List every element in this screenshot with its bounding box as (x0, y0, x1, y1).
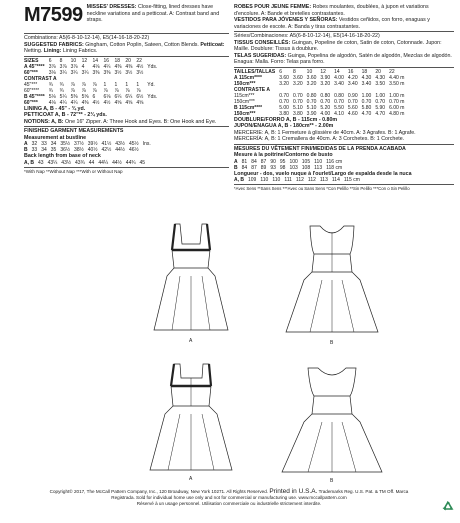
table-cell: 1.00 (361, 92, 372, 99)
table-cell: 36½ (60, 147, 71, 153)
table-cell: 12 (320, 68, 326, 75)
table-cell: 33 (41, 141, 47, 147)
row-label: SIZES (24, 57, 39, 64)
table-cell: 0.70 (347, 98, 358, 105)
table-cell: 110 (260, 177, 269, 183)
table-row (234, 105, 406, 111)
table-cell: 114 (331, 177, 340, 183)
table-cell: 0.70 (361, 98, 372, 105)
english-column (24, 0, 229, 175)
table-cell: 3.50 (375, 80, 386, 87)
table-cell: 35½ (60, 141, 71, 147)
table-cell: 5.20 (320, 104, 331, 111)
yardage-table (24, 58, 159, 106)
table-cell: ⅞ (81, 87, 86, 94)
table-cell: 4¼ (103, 63, 111, 70)
row-label: B 115cm**** (234, 104, 263, 111)
fabrics-label: SUGGESTED FABRICS: (24, 41, 84, 48)
table-cell: 1 (114, 81, 118, 88)
table-cell: ⅞ (125, 87, 130, 94)
table-cell: 3.50 m (389, 80, 405, 87)
table-cell: 98 (279, 164, 286, 171)
table-cell: 5.60 (347, 104, 358, 111)
lining-text: Lining Fabrics. (62, 48, 98, 54)
notions-fr: MERCERIE: A, B: 1 Fermeture à glissière de 40cm. A: 3 Agrafes. B: 1 Agrafe. (234, 129, 416, 136)
table-row (24, 160, 151, 166)
divider (234, 31, 454, 32)
table-cell: 89 (260, 164, 267, 171)
table-cell: 46½ (128, 147, 139, 153)
table-cell: 14 (92, 57, 99, 64)
table-cell: 22 (389, 68, 395, 75)
table-cell: 5¼ (59, 93, 67, 100)
table-cell: 32 (31, 141, 38, 147)
row-label: B 45"**** (24, 93, 45, 100)
table-cell: 3.60 (306, 74, 317, 81)
table-cell: 3.40 (361, 80, 372, 87)
fabrics-es-text: Guinga, Popelina de algodón, Satén de algodón, Mezclas de algodón. Enagua: Malla. Forro: Telas para forro. (234, 52, 452, 65)
table-cell: 84 (251, 158, 257, 165)
table-cell: 0.80 (320, 92, 331, 99)
finished-measurements-fr: MESURES DU VÊTEMENT FINI/MEDIDAS DE LA PRENDA ACABADA (234, 145, 406, 152)
divider (24, 167, 229, 168)
fabrics-fr-text: Guingan, Popeline de coton, Satin de coton, Cotonnade. Jupon: Maille. Doublure: Tissus à doublure. (234, 39, 442, 52)
table-cell: 0.70 (292, 98, 303, 105)
table-cell: 39½ (87, 141, 98, 147)
table-cell: 0.80 (334, 92, 344, 99)
table-cell: 35 (50, 147, 57, 153)
row-label: A, B (24, 159, 34, 166)
table-cell: Ins. (142, 141, 151, 147)
table-cell: 118 cm (326, 164, 343, 171)
table-cell: 81 (241, 158, 248, 165)
table-cell: 3⅞ (59, 63, 67, 70)
table-cell: 108 (301, 164, 311, 171)
notions (24, 119, 229, 126)
table-cell: 6¼ (114, 93, 122, 100)
table-cell: 87 (251, 164, 257, 171)
table-cell (147, 160, 151, 166)
fabrics-es-label: TELAS SUGERIDAS: (234, 52, 287, 59)
table-cell: 112 (295, 177, 304, 183)
table-cell: 43½ (61, 159, 72, 166)
fabrics-text: Gingham, Cotton Poplin, Sateen, Cotton Blends. (85, 41, 199, 48)
fabrics-fr (234, 40, 454, 53)
description-es-title: VESTIDOS PARA JÓVENES Y SEÑORAS: (234, 17, 338, 23)
table-cell: 44¼ (98, 159, 109, 166)
table-cell: 4½ (92, 99, 100, 106)
table-cell: 93 (270, 164, 276, 171)
table-cell: 38½ (74, 147, 84, 153)
table-cell: 100 (289, 158, 298, 165)
table-cell: 3.80 (292, 110, 303, 117)
table-cell: 87 (260, 158, 267, 165)
table-cell: 4⅝ (125, 99, 133, 106)
row-label: TAILLES/TALLAS (234, 68, 276, 75)
sketch-label: B (330, 478, 334, 484)
table-cell: 4¼ (70, 99, 78, 106)
table-cell: 37½ (74, 141, 84, 147)
table-cell: 4⅛ (48, 99, 56, 106)
table-cell: 4⅜ (81, 99, 89, 106)
notions-text: One 16" Zipper. A: Three Hook and Eyes. B: One Hook and Eye. (65, 118, 217, 125)
table-cell: 42½ (101, 147, 112, 153)
table-cell: 4½ (103, 99, 111, 106)
bust-table (24, 141, 153, 153)
table-cell: 3¼ (70, 69, 78, 76)
notions-label: NOTIONS: A, B: (24, 118, 64, 125)
petticoat-yardage: PETTICOAT A, B - 72"** - 2¾ yds. (24, 112, 107, 118)
table-cell: 111 (284, 177, 292, 183)
table-row (234, 177, 362, 183)
table-cell: 5.50 (334, 104, 344, 111)
table-cell: 4.30 (375, 74, 386, 81)
petticoat-label: Petticoat: (200, 41, 225, 48)
table-cell: 5⅝ (81, 93, 89, 100)
table-cell: 3⅛ (48, 69, 56, 76)
lining-yardage: LINING A, B - 45" - ¾ yd. (24, 105, 86, 112)
table-cell: 5.00 (279, 104, 289, 111)
table-cell: 4½ (136, 63, 144, 70)
table-cell: 5⅜ (70, 93, 78, 100)
table-cell: 5.10 (292, 104, 303, 111)
footnote-fr: *Avec Sens **Sans Sens ***Avec ou Sans Sens *Con Pelillo **Sin Pelillo ***Con o Sin Pelillo (234, 186, 410, 191)
table-cell: 4⅝ (136, 99, 144, 106)
table-cell: 1 (136, 81, 140, 88)
fabrics (24, 42, 229, 55)
description (87, 4, 229, 24)
table-row (234, 75, 406, 81)
row-label: 60"*** (24, 69, 38, 76)
table-cell: 4⅛ (92, 63, 100, 70)
table-cell: 6 (92, 93, 96, 100)
table-cell: 34 (41, 147, 47, 153)
divider (234, 67, 454, 68)
row-label: 45"*** (24, 81, 38, 88)
lining-label: Lining: (43, 48, 62, 54)
table-cell: 3½ (114, 69, 122, 76)
row-label: 115cm*** (234, 92, 255, 99)
combinations-fr: Séries/Combinaciones: A5(6-8-10-12-14), E5(14-16-18-20-22) (234, 33, 380, 39)
description-text: Close-fitting, lined dresses have neckline variations and a petticoat. A: Contrast band and straps. (86, 4, 220, 23)
table-cell: 6 (48, 57, 52, 64)
table-cell: 113 (319, 177, 328, 183)
table-cell: 18 (114, 57, 120, 64)
usage-line-fr: Réservé à un usage personnel. Utilisation commerciale ou industrielle strictement interdite. (136, 501, 322, 506)
table-cell: Yds. (147, 63, 158, 70)
description-fr (234, 4, 454, 17)
table-cell: 0.80 (306, 92, 317, 99)
table-cell: 41½ (101, 141, 112, 147)
table-cell: 0.70 (334, 98, 344, 105)
table-cell: 4.80 m (389, 110, 405, 117)
table-cell: ⅞ (92, 87, 97, 94)
table-cell: ¾ (59, 87, 64, 94)
table-cell: 40½ (87, 147, 98, 153)
row-label: 150cm*** (234, 98, 255, 105)
table-cell: 6.00 m (389, 104, 405, 111)
row-label: B (234, 164, 238, 171)
divider (24, 126, 229, 127)
table-cell: 3.20 (279, 80, 289, 87)
combinations: Combinations: A5(6-8-10-12-14), E5(14-16-18-20-22) (24, 35, 150, 41)
row-label: A (234, 158, 238, 165)
row-label: 60"**** (24, 87, 40, 94)
table-cell: 3⅜ (92, 69, 100, 76)
table-cell: 33 (31, 147, 38, 153)
bustline-fr-label: Mesure à la poitrine/Contorno de busto (234, 152, 333, 158)
table-cell: 44 (88, 159, 95, 166)
table-cell: 95 (279, 158, 286, 165)
table-cell: 6½ (136, 93, 144, 100)
table-cell: 5.90 (375, 104, 386, 111)
table-cell: 8 (292, 68, 296, 75)
table-cell: 44½ (115, 147, 125, 153)
table-cell: ¾ (59, 81, 64, 88)
table-cell: 3⅞ (48, 63, 56, 70)
row-label: 150cm*** (234, 110, 256, 117)
table-cell: 4.10 (334, 110, 344, 117)
section-label: CONTRAST A (24, 75, 57, 82)
view-b-back-sketch (286, 226, 378, 332)
fabrics-es (234, 53, 454, 66)
table-cell: 4.00 (334, 74, 344, 81)
divider (24, 33, 229, 34)
table-cell: 3½ (136, 69, 144, 76)
table-cell: 4.70 (361, 110, 372, 117)
french-spanish-column (234, 0, 454, 193)
section-label: CONTRASTE A (234, 86, 270, 93)
table-cell: 5.10 (306, 104, 317, 111)
table-cell: 44½ (112, 159, 122, 166)
notions-es: MERCERÍA: A, B: 1 Cremallera de 40cm. A: 3 Corchetes. B: 1 Corchete. (234, 136, 405, 142)
description-fr-text: Robes moulantes, doublées, à jupon et variations d'encolure. A: Bande et bretelles contrastantes. (234, 4, 429, 17)
table-cell: 3.60 (279, 74, 289, 81)
table-cell: ⅞ (103, 87, 108, 94)
table-cell: Yd. (147, 81, 155, 88)
table-cell: 110 (272, 177, 281, 183)
table-cell: 10 (70, 57, 77, 64)
table-cell: 43¾ (75, 159, 85, 166)
table-cell: ⅞ (136, 87, 141, 94)
table-cell: 16 (103, 57, 110, 64)
table-cell: ¾ (48, 87, 53, 94)
table-cell: 4¼ (59, 99, 67, 106)
table-cell: 10 (306, 68, 313, 75)
table-cell: 110 (314, 158, 323, 165)
divider (24, 56, 229, 57)
garment-sketches (120, 218, 420, 488)
table-cell: 22 (136, 57, 142, 64)
table-row (234, 69, 406, 75)
table-cell: 84 (241, 164, 248, 171)
table-cell: 115 cm (343, 177, 360, 183)
copyright-footer (24, 489, 434, 507)
yardage-table-metric (234, 69, 406, 117)
table-cell: 45½ (128, 141, 139, 147)
view-a-back-sketch (150, 364, 232, 470)
table-cell: 3⅞ (70, 63, 78, 70)
description-title: MISSES' DRESSES: (86, 4, 137, 10)
table-cell: 4 (81, 63, 85, 70)
table-cell: 18 (361, 68, 368, 75)
pattern-number: M7599 (24, 4, 83, 26)
table-cell: 1 (125, 81, 129, 88)
table-cell: 6 (279, 68, 282, 75)
table-cell: 1 (103, 81, 107, 88)
length-table (24, 160, 151, 166)
table-cell: 3.90 (320, 74, 331, 81)
usage-line-en: Registrada. Sold for individual home use only and not for commercial or manufacturing use. www.mccallpattern.com (111, 495, 347, 500)
petticoat-text: Netting. (24, 48, 43, 54)
finished-measurements-title: FINISHED GARMENT MEASUREMENTS (24, 128, 124, 134)
bust-table-metric (234, 159, 344, 171)
table-cell: 43½ (115, 141, 125, 147)
row-label: A 115cm**** (234, 74, 262, 81)
table-cell: 0.70 (279, 92, 289, 99)
table-cell: 4.40 m (389, 74, 405, 81)
table-cell: 3.90 (306, 110, 317, 117)
bustline-label: Measurement at bustline (24, 134, 87, 141)
table-cell: 16 (347, 68, 354, 75)
table-cell: 1.00 (375, 92, 386, 99)
table-cell: 113 (314, 164, 323, 171)
table-cell: 6⅛ (103, 93, 111, 100)
row-label: B (24, 147, 28, 153)
table-cell: 3.40 (347, 80, 358, 87)
table-cell: 6¼ (125, 93, 133, 100)
table-cell: 3.60 (292, 74, 303, 81)
description-es (234, 17, 454, 30)
table-cell: 4.70 (375, 110, 386, 117)
table-cell: 45 (139, 159, 146, 166)
table-cell: 3.40 (334, 80, 344, 87)
table-cell: 4⅝ (114, 99, 122, 106)
table-cell: 105 (301, 158, 311, 165)
table-cell: 44¾ (125, 159, 136, 166)
description-fr-title: ROBES POUR JEUNE FEMME: (234, 4, 312, 10)
table-cell: 0.70 (306, 98, 317, 105)
table-cell: 12 (81, 57, 88, 64)
table-cell: 4.30 (361, 74, 372, 81)
table-cell: 112 (307, 177, 316, 183)
length-fr-label: Longueur - dos, vuelo nuque à l'ourlet/Largo de espalda desde la nuca (234, 170, 412, 177)
row-label: A 45"**** (24, 63, 45, 70)
table-cell: 4.00 (320, 110, 331, 117)
table-cell: ⅞ (81, 81, 86, 88)
sketch-label: B (330, 340, 334, 346)
row-label: A, B (234, 177, 244, 183)
sketch-label: A (189, 476, 193, 482)
table-cell: 3.80 (279, 110, 289, 117)
table-cell: ⅞ (114, 87, 119, 94)
table-cell: 116 cm (326, 158, 343, 165)
table-cell: 0.70 (279, 98, 289, 105)
table-row (234, 159, 344, 165)
length-table-metric (234, 177, 362, 183)
trademark-line: Trademarks Reg. U.S. Pat. & TM Off. Marca (318, 489, 409, 494)
lining-metric: DOUBLURE/FORRO A, B - 115cm - 0.80m (234, 116, 338, 123)
table-cell: ¾ (48, 81, 53, 88)
copyright-line: Copyright© 2017, The McCall Pattern Company, Inc., 120 Broadway, New York 10271. All Rights Reserved. (49, 489, 269, 494)
description-es-text: Vestidos ceñidos, con forro, enaguas y variaciones de escote. A: Banda y tiras contrastantes. (234, 17, 430, 30)
pattern-header (24, 0, 229, 32)
table-cell: ⅞ (70, 81, 75, 88)
table-cell: 34 (50, 141, 57, 147)
table-cell: 8 (59, 57, 63, 64)
divider (234, 144, 454, 145)
back-length-label: Back length from base of neck (24, 153, 101, 159)
table-cell: 3¼ (59, 69, 67, 76)
table-cell: 4⅜ (114, 63, 122, 70)
table-cell: 0.70 (375, 98, 386, 105)
table-cell: 90 (270, 158, 276, 165)
table-cell: ⅞ (70, 87, 75, 94)
footnote: *With Nap **Without Nap ***With or Without Nap (24, 168, 123, 174)
table-cell: 4.60 (347, 110, 358, 117)
table-cell: 14 (334, 68, 340, 75)
sketch-label: A (189, 338, 193, 344)
table-cell: 5⅛ (48, 93, 56, 100)
table-cell: 3½ (125, 69, 133, 76)
row-label: A (24, 141, 28, 147)
table-cell: 0.70 m (389, 98, 405, 105)
table-cell: 20 (375, 68, 381, 75)
table-row (234, 165, 344, 171)
recycle-icon (440, 500, 456, 516)
table-cell: 1.00 m (389, 92, 405, 99)
petticoat-metric: JUPON/ENAGUA A, B - 180cm** - 2.00m (234, 123, 334, 129)
table-cell: 0.70 (320, 98, 331, 105)
fabrics-fr-label: TISSUS CONSEILLÉS: (234, 39, 291, 46)
table-cell: 3.20 (306, 80, 317, 87)
table-cell: ⅞ (92, 81, 97, 88)
table-cell: 103 (289, 164, 298, 171)
printed-in-usa: Printed in U.S.A. (269, 488, 318, 495)
table-cell: 20 (125, 57, 131, 64)
row-label: 150cm*** (234, 80, 256, 87)
table-cell: 5.80 (361, 104, 372, 111)
table-cell: 3⅜ (103, 69, 111, 76)
divider (234, 184, 454, 185)
view-b-front-sketch (282, 368, 382, 472)
table-cell: 3.20 (292, 80, 303, 87)
view-a-front-sketch (154, 224, 228, 330)
table-cell: 3.20 (320, 80, 331, 87)
table-cell: 0.90 (347, 92, 358, 99)
table-cell: 3¼ (81, 69, 89, 76)
row-label: 60"*** (24, 99, 38, 106)
table-cell: 4.20 (347, 74, 358, 81)
table-cell: 0.70 (292, 92, 303, 99)
table-cell: 43 (38, 159, 44, 166)
table-cell: 109 (248, 177, 257, 183)
table-cell: 43¼ (47, 159, 58, 166)
table-cell: 4⅜ (125, 63, 133, 70)
table-cell: Yds. (147, 93, 158, 100)
